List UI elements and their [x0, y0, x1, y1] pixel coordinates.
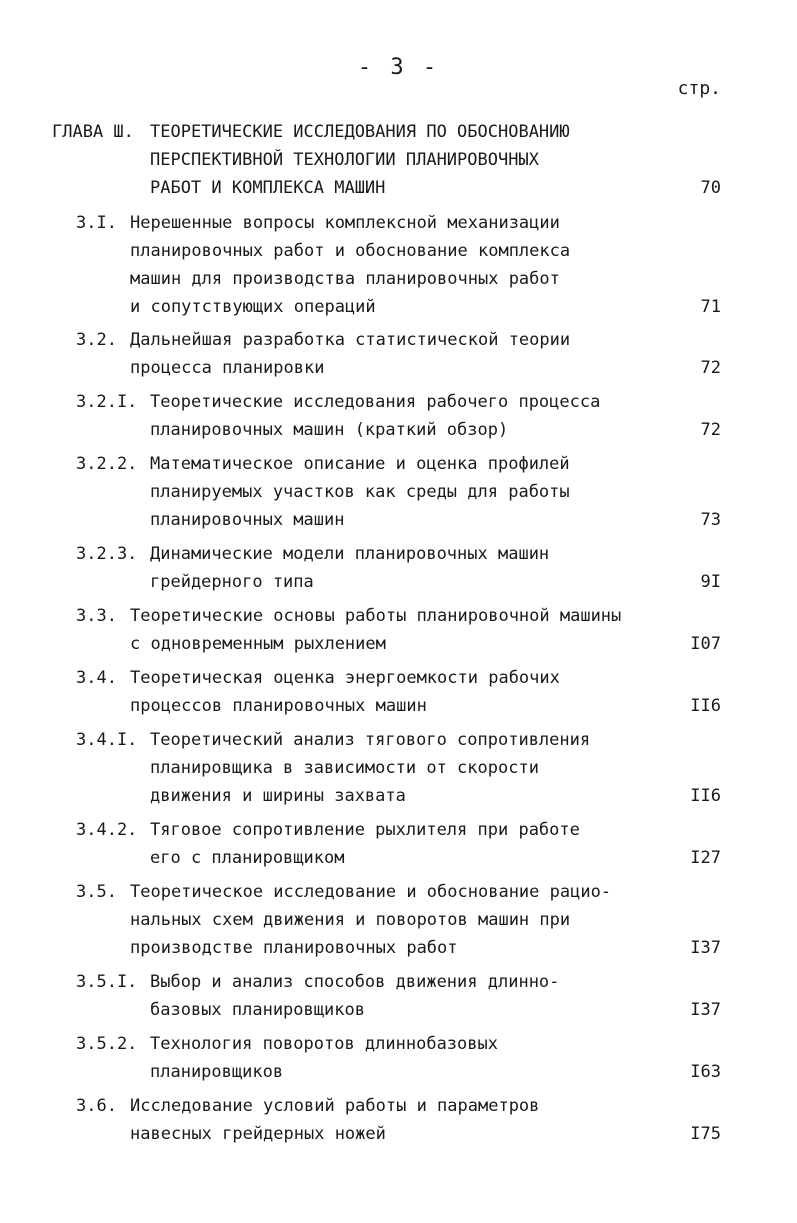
toc-entry-number: 3.I.	[76, 213, 117, 233]
toc-entry-title-line: ПЕРСПЕКТИВНОЙ ТЕХНОЛОГИИ ПЛАНИРОВОЧНЫХ	[150, 150, 539, 170]
toc-entry	[0, 388, 797, 444]
toc-entry	[0, 209, 797, 321]
toc-entry-title-line: Теоретический анализ тягового сопротивления	[150, 730, 591, 750]
toc-entry-title-line: Динамические модели планировочных машин	[150, 544, 550, 564]
toc-entry-title-line: процессов планировочных машин	[130, 696, 427, 716]
toc-entry-page: I37	[690, 1000, 721, 1020]
toc-entry-number: ГЛАВА Ш.	[52, 122, 134, 142]
toc-entry	[0, 602, 797, 658]
toc-entry-title-line: навесных грейдерных ножей	[130, 1124, 386, 1144]
toc-entry-number: 3.5.I.	[76, 972, 138, 992]
toc-entry-number: 3.2.I.	[76, 392, 138, 412]
dot-leader	[354, 506, 675, 534]
page-column-label: стр.	[677, 78, 721, 99]
toc-entry-number: 3.2.	[76, 330, 117, 350]
toc-entry-title-line: базовых планировщиков	[150, 1000, 365, 1020]
toc-entry-title-line: Технология поворотов длиннобазовых	[150, 1034, 498, 1054]
dot-leader	[334, 354, 675, 382]
toc-entry-title-line: процесса планировки	[130, 358, 325, 378]
toc-entry-title-line: ТЕОРЕТИЧЕСКИЕ ИССЛЕДОВАНИЯ ПО ОБОСНОВАНИЮ	[150, 122, 570, 142]
toc-entry	[0, 726, 797, 810]
toc-entry-title-line: Выбор и анализ способов движения длинно-	[150, 972, 560, 992]
toc-entry-title-line: Дальнейшая разработка статистической теории	[130, 330, 571, 350]
toc-entry-page: I63	[690, 1062, 721, 1082]
toc-entry-page: II6	[690, 696, 721, 716]
toc-entry-page: 70	[700, 178, 721, 198]
dot-leader	[518, 416, 675, 444]
toc-entry-title-line: Теоретические основы работы планировочной машины	[130, 606, 622, 626]
dot-leader	[354, 844, 675, 872]
toc-entry-number: 3.5.2.	[76, 1034, 138, 1054]
toc-entry-title-line: Математическое описание и оценка профилей	[150, 454, 570, 474]
toc-entry	[0, 878, 797, 962]
toc-entry	[0, 1092, 797, 1148]
toc-entry-title-line: Исследование условий работы и параметров	[130, 1096, 540, 1116]
toc-entry	[0, 326, 797, 382]
toc-entry-title-line: планировочных машин (краткий обзор)	[150, 420, 509, 440]
toc-entry-page: I75	[690, 1124, 721, 1144]
toc-entry-title-line: планировщиков	[150, 1062, 284, 1082]
toc-entry	[0, 664, 797, 720]
toc-entry-title-line: машин для производства планировочных работ	[130, 269, 560, 289]
toc-entry-number: 3.2.3.	[76, 544, 138, 564]
toc-entry-page: 71	[700, 297, 721, 317]
toc-entry-page: 73	[700, 510, 721, 530]
toc-entry-title-line: грейдерного типа	[150, 572, 314, 592]
toc-entry-page: 9I	[700, 572, 721, 592]
toc-entry-page: 72	[700, 420, 721, 440]
toc-entry-number: 3.4.2.	[76, 820, 138, 840]
toc-entry	[0, 816, 797, 872]
toc-entry-title-line: планировщика в зависимости от скорости	[150, 758, 539, 778]
toc-entry-title-line: нальных схем движения и поворотов машин при	[130, 910, 571, 930]
toc-entry-title-line: Теоретическое исследование и обоснование рацио-	[130, 882, 612, 902]
toc-entry-title-line: Нерешенные вопросы комплексной механизации	[130, 213, 560, 233]
toc-entry-title-line: Теоретическая оценка энергоемкости рабочих	[130, 668, 560, 688]
dot-leader	[437, 692, 675, 720]
toc-entry	[0, 968, 797, 1024]
toc-entry-title-line: с одновременным рыхлением	[130, 634, 386, 654]
toc-entry-title-line: РАБОТ И КОМПЛЕКСА МАШИН	[150, 178, 386, 198]
dot-leader	[416, 782, 675, 810]
dot-leader	[468, 934, 675, 962]
dot-leader	[324, 568, 675, 596]
toc-entry-title-line: его с планировщиком	[150, 848, 345, 868]
toc-entry	[0, 118, 797, 202]
toc-entry-title-line: планировочных работ и обоснование комплекса	[130, 241, 571, 261]
dot-leader	[293, 1058, 675, 1086]
toc-entry-number: 3.2.2.	[76, 454, 138, 474]
toc-entry-title-line: Тяговое сопротивление рыхлителя при работе	[150, 820, 580, 840]
toc-entry	[0, 450, 797, 534]
dot-leader	[395, 174, 675, 202]
toc-entry-title-line: Теоретические исследования рабочего процесса	[150, 392, 601, 412]
dot-leader	[396, 1120, 675, 1148]
toc-entry-number: 3.5.	[76, 882, 117, 902]
toc-entry-page: 72	[700, 358, 721, 378]
toc-entry-page: I27	[690, 848, 721, 868]
toc-entry-title-line: и сопутствующих операций	[130, 297, 376, 317]
toc-entry-number: 3.6.	[76, 1096, 117, 1116]
toc-entry-title-line: планируемых участков как среды для работы	[150, 482, 570, 502]
toc-entry-page: I07	[690, 634, 721, 654]
dot-leader	[396, 630, 675, 658]
toc-entry-title-line: планировочных машин	[150, 510, 345, 530]
toc-entry-title-line: производстве планировочных работ	[130, 938, 458, 958]
toc-entry-number: 3.3.	[76, 606, 117, 626]
toc-entry-page: II6	[690, 786, 721, 806]
dot-leader	[386, 293, 675, 321]
toc-entry	[0, 1030, 797, 1086]
toc-entry-title-line: движения и ширины захвата	[150, 786, 406, 806]
toc-entry-number: 3.4.I.	[76, 730, 138, 750]
toc-entry	[0, 540, 797, 596]
toc-entry-page: I37	[690, 938, 721, 958]
toc-entry-number: 3.4.	[76, 668, 117, 688]
page-number: - 3 -	[357, 55, 440, 80]
dot-leader	[375, 996, 675, 1024]
